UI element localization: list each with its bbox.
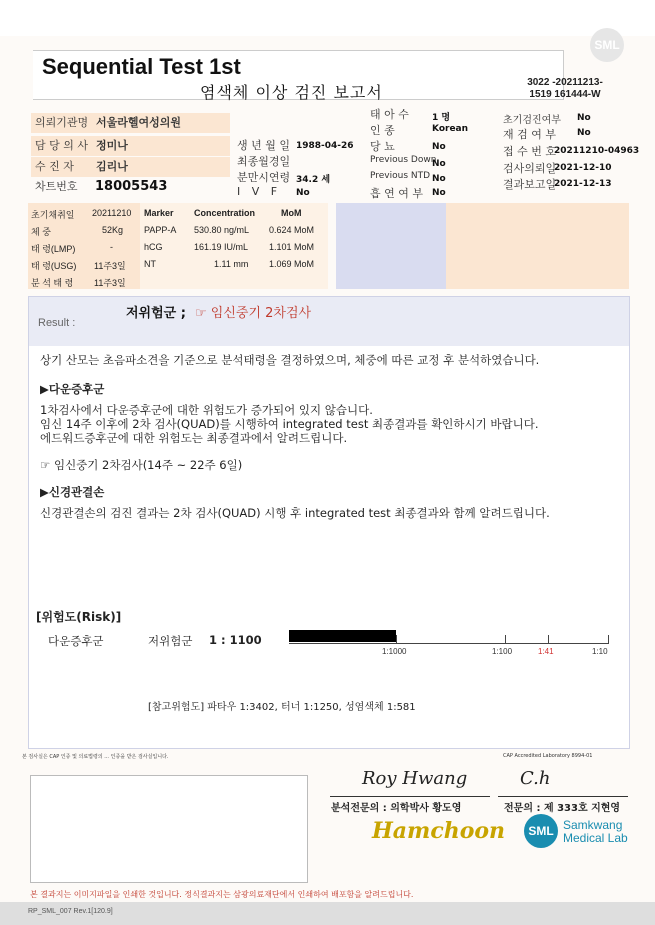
down-line: 임신 14주 이후에 2차 검사(QUAD)를 시행하여 integrated test 최종결과를 확인하시기 바랍니다. xyxy=(40,417,539,431)
risk-tick xyxy=(505,635,506,643)
left-signer-title: 분석전문의 : 의학박사 황도영 xyxy=(331,803,462,814)
ntd-heading: ▶신경관결손 xyxy=(40,485,105,499)
medical-lab-text: Medical Lab xyxy=(563,831,628,845)
patient-label: 수 진 자 xyxy=(31,157,97,177)
down-line: 1차검사에서 다운증후군에 대한 위험도가 증가되어 있지 않습니다. xyxy=(40,403,373,417)
right-sign-line xyxy=(498,796,628,797)
marker-mom: 1.101 MoM xyxy=(269,242,315,252)
document-number: 3022 -20211213-1519 161444-W xyxy=(527,77,603,100)
sml-footer-logo: SML xyxy=(524,814,558,848)
right-signature: C.h xyxy=(520,768,551,789)
top-bar xyxy=(0,0,655,36)
left-signature: Roy Hwang xyxy=(362,768,468,789)
concentration-header: Concentration xyxy=(194,208,256,218)
ntd-text: 신경관결손의 검진 결과는 2차 검사(QUAD) 시행 후 integrated test 최종결과와 함께 알려드립니다. xyxy=(40,506,550,520)
ivf-label: I V F xyxy=(237,185,282,198)
dob-value: 1988-04-26 xyxy=(296,141,354,151)
form-code: RP_SML_007 Rev.1[120.9] xyxy=(28,908,113,915)
receipt-no-value: 20211210-04963 xyxy=(554,146,640,156)
risk-name: 다운증후군 xyxy=(48,634,104,648)
weight-label: 체 중 xyxy=(31,227,51,237)
marker-name: NT xyxy=(144,259,156,269)
prev-down-label: Previous Down xyxy=(370,155,437,165)
report-date-label: 결과보고일 xyxy=(503,178,557,191)
report-date-value: 2021-12-13 xyxy=(554,179,612,189)
risk-tick-label: 1:1000 xyxy=(382,647,407,656)
result-label: Result : xyxy=(38,317,76,329)
ga-usg-value: 11주3일 xyxy=(94,261,126,271)
result-box xyxy=(28,296,630,348)
intro-text: 상기 산모는 초음파소견을 기준으로 분석태령을 결정하였으며, 체중에 따른 교정 후 분석하였습니다. xyxy=(40,353,540,367)
cap-note: CAP Accredited Laboratory 8994-01 xyxy=(503,753,593,759)
sample-date-value: 20211210 xyxy=(92,208,132,218)
risk-tick-cutoff xyxy=(548,635,549,643)
race-value: Korean xyxy=(432,124,469,134)
risk-tick xyxy=(396,635,397,643)
doctor-label: 담 당 의 사 xyxy=(31,136,97,156)
delivery-age-value: 34.2 세 xyxy=(296,175,331,185)
risk-tick-label: 1:100 xyxy=(492,647,513,656)
marker-name: PAPP-A xyxy=(144,225,177,235)
marker-mom: 1.069 MoM xyxy=(269,259,315,269)
footer-note: 본 결과지는 이미지파일을 인쇄한 것입니다. 정식결과지는 삼광의료재단에서 인쇄하여 배포함을 알려드립니다. xyxy=(30,890,414,899)
analysis-ga-label: 분 석 태 령 xyxy=(31,278,74,288)
result-recommendation: ☞ 임신중기 2차검사 xyxy=(195,306,312,321)
smoking-label: 흡 연 여 부 xyxy=(370,187,423,200)
sml-logo: SML xyxy=(590,28,624,62)
risk-bar xyxy=(289,630,396,642)
reference-risk: [참고위험도] 파타우 1:3402, 터너 1:1250, 성염색체 1:581 xyxy=(148,702,416,713)
samkwang-text: Samkwang xyxy=(563,818,623,832)
risk-group: 저위험군 xyxy=(148,634,193,648)
hamchoon-logo: Hamchoon xyxy=(372,818,506,844)
risk-tick xyxy=(608,635,609,643)
down-line: 에드워드증후군에 대한 위험도는 최종결과에서 알려드립니다. xyxy=(40,431,348,445)
report-title-ko: 염색체 이상 검진 보고서 xyxy=(200,83,383,102)
race-label: 인 종 xyxy=(370,124,395,137)
marker-concentration: 1.11 mm xyxy=(214,259,249,269)
initial-exam-label: 초기검진여부 xyxy=(503,115,561,126)
marker-concentration: 161.19 IU/mL xyxy=(194,242,249,252)
lab-certification-note: 본 검사실은 CAP 인증 및 의료법령의 ... 인증을 받은 검사실입니다. xyxy=(22,754,169,760)
report-title-en: Sequential Test 1st xyxy=(42,54,241,79)
right-signer-title: 전문의 : 제 333호 지현영 xyxy=(504,803,621,814)
empty-blue-panel xyxy=(336,203,446,289)
risk-title: [위험도(Risk)] xyxy=(36,610,122,624)
risk-tick-label-cutoff: 1:41 xyxy=(538,647,554,656)
requester-value: 서울라헬여성의원 xyxy=(92,113,230,133)
ga-lmp-value: - xyxy=(110,242,113,252)
marker-mom: 0.624 MoM xyxy=(269,225,315,235)
down-syndrome-heading: ▶다운증후군 xyxy=(40,382,105,396)
sample-date-label: 초기채취일 xyxy=(31,210,75,220)
delivery-age-label: 분만시연령 xyxy=(237,171,291,184)
prev-ntd-value: No xyxy=(432,174,446,184)
risk-axis xyxy=(289,643,609,644)
chart-value: 18005543 xyxy=(95,179,168,194)
request-date-label: 검사의뢰일 xyxy=(503,162,557,175)
recheck-value: No xyxy=(577,128,591,138)
requester-label: 의뢰기관명 xyxy=(31,113,97,133)
marker-header: Marker xyxy=(144,208,174,218)
initial-exam-value: No xyxy=(577,113,591,123)
weight-value: 52Kg xyxy=(102,225,124,235)
marker-concentration: 530.80 ng/mL xyxy=(194,225,250,235)
marker-name: hCG xyxy=(144,242,163,252)
dob-label: 생 년 월 일 xyxy=(237,139,290,152)
prev-ntd-label: Previous NTD xyxy=(370,171,431,181)
patient-value: 김리나 xyxy=(92,157,230,177)
mom-header: MoM xyxy=(281,208,302,218)
risk-tick-label: 1:10 xyxy=(592,647,608,656)
request-date-value: 2021-12-10 xyxy=(554,163,612,173)
left-sign-line xyxy=(330,796,490,797)
empty-peach-panel xyxy=(446,203,629,289)
lmp-label: 최종월경일 xyxy=(237,155,291,168)
chart-label: 차트번호 xyxy=(35,180,78,193)
ivf-value: No xyxy=(296,188,310,198)
fetus-value: 1 명 xyxy=(432,113,451,123)
fetus-label: 태 아 수 xyxy=(370,108,409,121)
risk-value: 1 : 1100 xyxy=(209,633,262,647)
doctor-value: 정미나 xyxy=(92,136,230,156)
diabetes-value: No xyxy=(432,142,446,152)
analysis-ga-value: 11주3일 xyxy=(94,278,126,288)
smoking-value: No xyxy=(432,188,446,198)
receipt-no-label: 접 수 번 호 xyxy=(503,145,556,158)
second-test-text: ☞ 임신중기 2차검사(14주 ~ 22주 6일) xyxy=(40,458,243,472)
diabetes-label: 당 뇨 xyxy=(370,140,395,153)
prev-down-value: No xyxy=(432,159,446,169)
ga-lmp-label: 태 령(LMP) xyxy=(31,244,76,254)
comment-box xyxy=(30,775,308,883)
ga-usg-label: 태 령(USG) xyxy=(31,261,77,271)
recheck-label: 재 검 여 부 xyxy=(503,128,556,141)
result-group: 저위험군 ; xyxy=(126,306,186,321)
